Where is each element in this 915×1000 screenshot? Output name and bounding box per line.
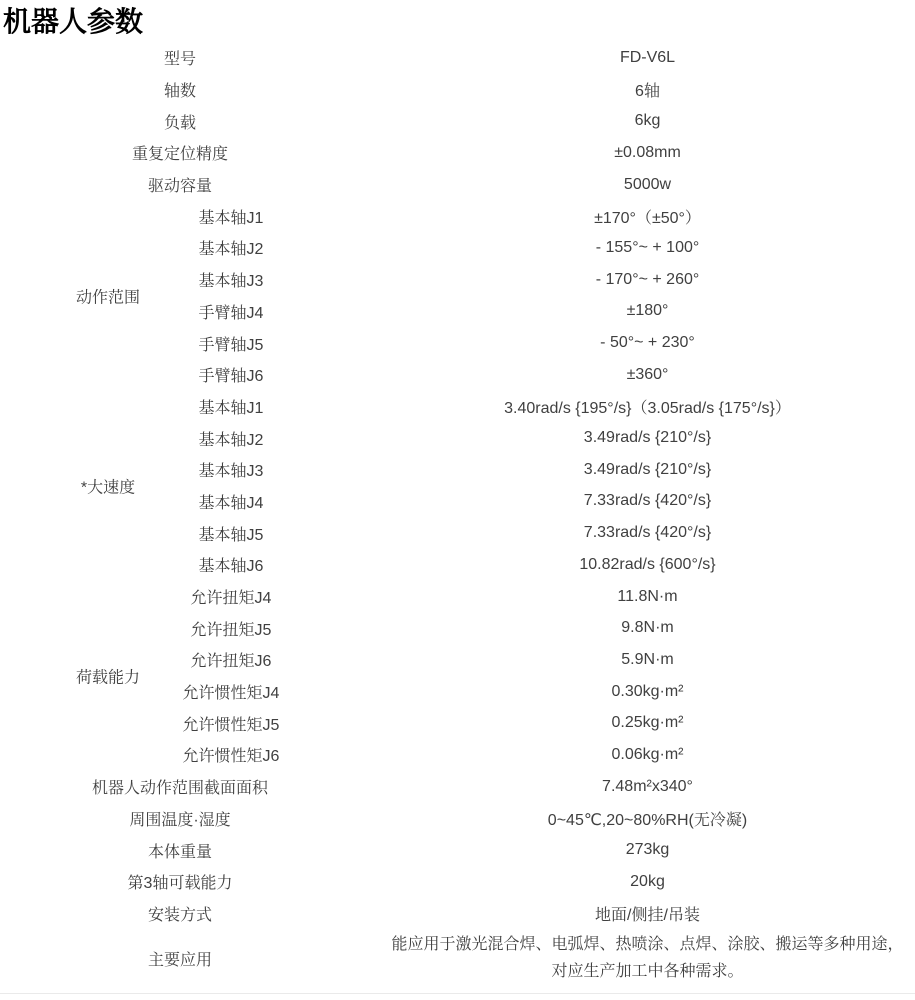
spec-value: 7.33rad/s {420°/s} [583, 492, 712, 510]
spec-value: - 50°~ + 230° [600, 334, 695, 352]
spec-row-axes [0, 74, 915, 106]
spec-sublabel: 基本轴J1 [198, 399, 264, 417]
spec-label: 型号 [163, 51, 196, 69]
spec-value: 273kg [625, 841, 670, 859]
spec-value: 20kg [630, 872, 665, 890]
spec-row-main-application [0, 929, 915, 987]
spec-value: 3.49rad/s {210°/s} [583, 429, 712, 447]
spec-sublabel: 允许扭矩J5 [190, 621, 272, 639]
spec-value [380, 931, 915, 985]
spec-row-repeatability [0, 137, 915, 169]
spec-value: 地面/侧挂/吊装 [595, 906, 700, 924]
spec-row-work-envelope-area [0, 771, 915, 803]
spec-value: 9.8N·m [621, 619, 674, 637]
spec-group-label: 荷载能力 [75, 669, 140, 687]
spec-label: 周围温度·湿度 [129, 811, 231, 829]
spec-label: 负载 [163, 114, 196, 132]
spec-sublabel: 基本轴J2 [198, 241, 264, 259]
spec-sublabel: 允许惯性矩J6 [182, 748, 280, 766]
spec-group-max-speed [0, 391, 915, 581]
spec-value: ±170°（±50°） [594, 209, 701, 227]
spec-sublabel: 基本轴J5 [198, 526, 264, 544]
spec-group-motion-range [0, 200, 915, 390]
spec-value: 7.48m²x340° [602, 777, 693, 795]
spec-sublabel: 允许惯性矩J5 [182, 716, 280, 734]
spec-row [0, 707, 915, 739]
spec-sublabel: 基本轴J3 [198, 273, 264, 291]
spec-sublabel: 手臂轴J6 [198, 368, 264, 386]
spec-value: 10.82rad/s {600°/s} [579, 555, 716, 573]
spec-value: 7.33rad/s {420°/s} [583, 524, 712, 542]
spec-row [0, 359, 915, 391]
spec-value: FD-V6L [619, 48, 676, 66]
spec-sublabel: 允许扭矩J4 [190, 590, 272, 608]
spec-row-body-weight [0, 834, 915, 866]
spec-value: ±0.08mm [614, 143, 681, 161]
spec-value: 3.40rad/s {195°/s}（3.05rad/s {175°/s}） [504, 399, 791, 417]
spec-sublabel: 手臂轴J5 [198, 336, 264, 354]
spec-value-line: 能应用于激光混合焊、电弧焊、热喷涂、点焊、涂胶、搬运等多种用途， [391, 936, 904, 954]
spec-label: 机器人动作范围截面面积 [91, 780, 268, 798]
spec-row-payload [0, 105, 915, 137]
spec-row-model [0, 42, 915, 74]
spec-sublabel: 手臂轴J4 [198, 304, 264, 322]
spec-sublabel: 基本轴J6 [198, 558, 264, 576]
spec-value: 6轴 [635, 83, 660, 101]
spec-value-line: 对应生产加工中各种需求。 [551, 963, 744, 981]
spec-value: 11.8N·m [617, 587, 678, 605]
spec-value: - 155°~ + 100° [595, 238, 700, 256]
spec-row-mounting [0, 898, 915, 930]
spec-group-label: *大速度 [80, 479, 136, 497]
spec-sublabel: 基本轴J1 [198, 209, 264, 227]
spec-sublabel: 基本轴J4 [198, 494, 264, 512]
spec-value: 5.9N·m [621, 650, 674, 668]
spec-value: 0.30kg·m² [611, 682, 684, 700]
spec-label: 重复定位精度 [131, 146, 228, 164]
spec-value: 0.06kg·m² [611, 745, 684, 763]
spec-value: 0.25kg·m² [611, 714, 684, 732]
spec-value: ±360° [626, 365, 669, 383]
spec-value: 6kg [634, 112, 661, 130]
spec-sublabel: 允许扭矩J6 [190, 653, 272, 671]
spec-label: 轴数 [163, 83, 196, 101]
spec-label: 第3轴可载能力 [127, 875, 233, 893]
spec-row [0, 612, 915, 644]
spec-row [0, 200, 915, 232]
spec-group-label: 动作范围 [75, 289, 140, 306]
spec-value: - 170°~ + 260° [595, 270, 700, 288]
spec-row [0, 549, 915, 581]
spec-row [0, 581, 915, 613]
spec-row [0, 517, 915, 549]
page-title: 机器人参数 [3, 6, 144, 37]
spec-row-axis3-load [0, 866, 915, 898]
spec-sublabel: 允许惯性矩J4 [182, 685, 280, 703]
spec-row-drive-capacity [0, 169, 915, 201]
spec-row [0, 739, 915, 771]
spec-row [0, 232, 915, 264]
spec-label: 驱动容量 [147, 178, 212, 196]
spec-value: 5000w [623, 175, 672, 193]
spec-table [0, 42, 915, 994]
spec-value: ±180° [626, 302, 669, 320]
spec-group-load-capacity [0, 581, 915, 771]
spec-row [0, 327, 915, 359]
spec-row-ambient-temp-humidity [0, 803, 915, 835]
spec-row [0, 391, 915, 423]
spec-value: 3.49rad/s {210°/s} [583, 460, 712, 478]
spec-label: 主要应用 [147, 951, 212, 969]
spec-value: 0~45℃,20~80%RH(无冷凝) [547, 811, 748, 829]
spec-label: 本体重量 [147, 843, 212, 861]
spec-label: 安装方式 [147, 906, 212, 924]
spec-row [0, 422, 915, 454]
spec-sublabel: 基本轴J3 [198, 463, 264, 481]
spec-sublabel: 基本轴J2 [198, 431, 264, 449]
